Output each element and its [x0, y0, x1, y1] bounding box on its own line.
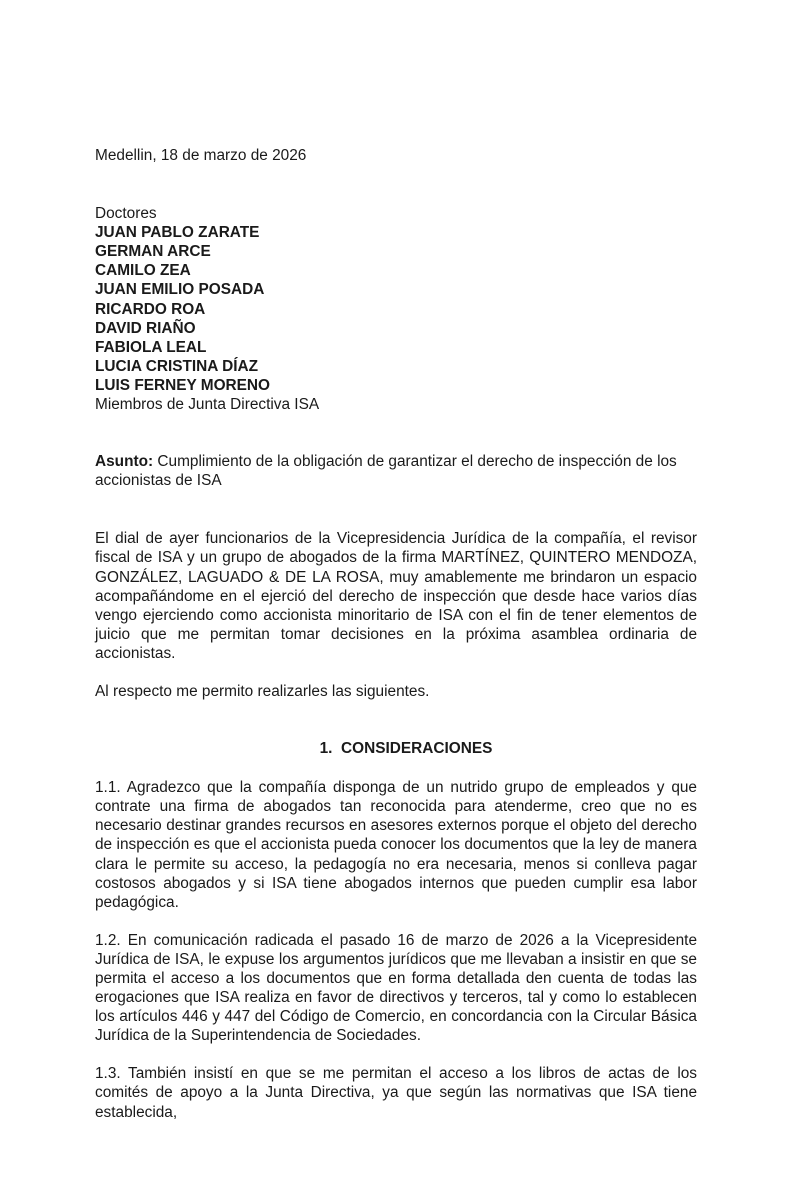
letter-body [95, 146, 697, 1122]
section-title: 1. CONSIDERACIONES [319, 740, 493, 758]
recipient-name: FABIOLA LEAL [95, 338, 207, 356]
recipient-name: LUCIA CRISTINA DÍAZ [95, 357, 259, 375]
salutation: Doctores [95, 205, 157, 223]
recipient-name: CAMILO ZEA [95, 262, 191, 280]
recipient-name: GERMAN ARCE [95, 243, 211, 261]
recipient-name: JUAN EMILIO POSADA [95, 281, 265, 299]
subject-text: Cumplimiento de la obligación de garantizar el derecho de inspección de los accionistas de ISA [95, 453, 677, 490]
recipient-name: DAVID RIAÑO [95, 319, 196, 337]
recipient-name: RICARDO ROA [95, 300, 206, 318]
recipients-block [95, 204, 697, 414]
subject-line [95, 452, 697, 490]
intro-paragraph: El dial de ayer funcionarios de la Vicepresidencia Jurídica de la compañía, el revisor fiscal de ISA y un grupo de abogados de la firma MARTÍNEZ, QUINTERO MENDOZA, GONZÁLEZ, LAGUADO & DE LA ROSA, muy amablemente me brindaron un espacio acompañándome en el ejerció del derecho de inspección que desde hace varios días vengo ejerciendo como accionista minoritario de ISA con el fin de tener elementos de juicio que me permitan tomar decisiones en la próxima asamblea ordinaria de accionistas. [95, 530, 697, 662]
respect-paragraph: Al respecto me permito realizarles las siguientes. [95, 682, 430, 700]
subject-label: Asunto: [95, 453, 154, 471]
recipient-name: LUIS FERNEY MORENO [95, 376, 271, 394]
paragraph-1-1: 1.1. Agradezco que la compañía disponga de un nutrido grupo de empleados y que contrate una firma de abogados tan reconocida para atenderme, creo que no es necesario destinar grandes recursos en asesores externos porque el objeto del derecho de inspección es que el accionista pueda conocer los documentos que la ley de manera clara le permite su acceso, la pedagogía no era necesaria, menos si conlleva pagar costosos abogados y si ISA tiene abogados internos que pueden cumplir esa labor pedagógica. [95, 779, 697, 911]
letter-date: Medellin, 18 de marzo de 2026 [95, 147, 307, 164]
recipient-name: JUAN PABLO ZARATE [95, 224, 260, 242]
paragraph-1-2: 1.2. En comunicación radicada el pasado 16 de marzo de 2026 a la Vicepresidente Jurídica de ISA, le expuse los argumentos jurídicos que me llevaban a insistir en que se permita el acceso a los documentos que en forma detallada den cuenta de todas las erogaciones que ISA realiza en favor de directivos y terceros, tal y como lo establecen los artículos 446 y 447 del Código de Comercio, en concordancia con la Circular Básica Jurídica de la Superintendencia de Sociedades. [95, 931, 697, 1045]
recipients-role: Miembros de Junta Directiva ISA [95, 396, 320, 414]
paragraph-1-3: 1.3. También insistí en que se me permitan el acceso a los libros de actas de los comités de apoyo a la Junta Directiva, ya que según las normativas que ISA tiene establecida, [95, 1065, 697, 1121]
